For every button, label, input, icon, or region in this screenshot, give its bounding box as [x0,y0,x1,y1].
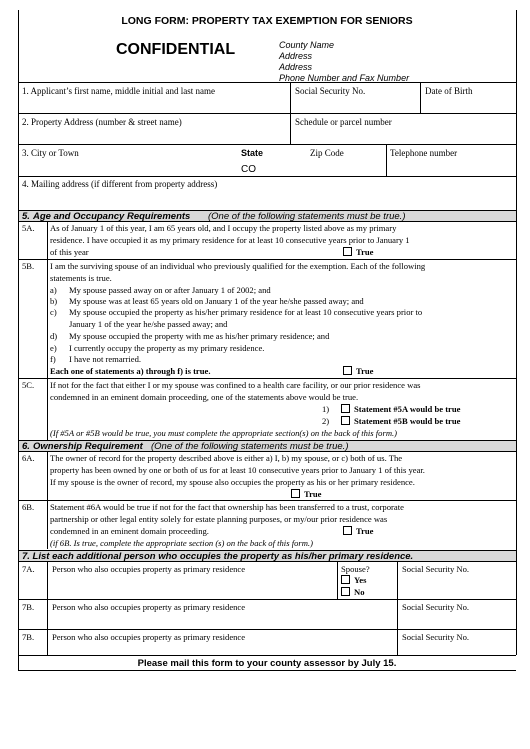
item-5b-b-text: My spouse was at least 65 years old on January 1 of the year he/she passed away; and [69,296,364,306]
section-7-title: 7. List each additional person who occupies the property as his/her primary residence. [22,551,414,562]
item-5b-e-text: I currently occupy the property as my primary residence. [69,343,265,353]
section-6-title: Ownership Requirement [33,441,143,452]
checkbox-icon[interactable] [341,587,350,596]
item-5b-f-letter: f) [50,354,56,364]
section-5-header [19,210,516,222]
spouse-label: Spouse? [341,564,370,574]
section-6-header [19,440,516,452]
checkbox-icon[interactable] [341,404,350,413]
county-name: County Name [279,40,335,50]
item-6b-note: (if 6B. Is true, complete the appropriate section (s) on the back of this form.) [50,538,313,548]
item-5b-c-text: My spouse occupied the property as his/her primary residence for at least 10 consecutive years prior to [69,307,423,317]
item-7c-ssn-field[interactable]: Social Security No. [402,632,470,642]
spouse-no-checkbox[interactable]: No [341,587,365,598]
item-5b-e-letter: e) [50,343,57,353]
item-7b-id: 7B. [22,602,35,612]
item-5c-option-2-number: 2) [322,416,330,426]
item-5b-a-letter: a) [50,285,57,295]
county-phone-fax: Phone Number and Fax Number [279,73,410,83]
section-6-note: (One of the following statements must be true.) [151,441,349,452]
section-5-note: (One of the following statements must be true.) [208,211,406,222]
item-5a-id: 5A. [22,223,35,233]
confidential-heading: CONFIDENTIAL [116,41,236,58]
item-5b-c-letter: c) [50,307,57,317]
item-5b-d-text: My spouse occupied the property with me as his/her primary residence; and [69,331,330,341]
item-5c-option-1-number: 1) [322,404,330,414]
ssn-field[interactable]: Social Security No. [295,86,366,96]
section-5-title: Age and Occupancy Requirements [33,211,191,222]
spouse-yes-checkbox[interactable]: Yes [341,575,366,586]
item-7a-ssn-field[interactable]: Social Security No. [402,564,470,574]
item-5b-d-letter: d) [50,331,58,341]
item-5b-c-cont: January 1 of the year he/she passed away; and [69,319,228,329]
item-7a-person-field[interactable]: Person who also occupies property as primary residence [52,564,246,574]
item-5c-line-1: If not for the fact that either I or my spouse was confined to a health care facility, or our prior residence was [50,380,421,390]
checkbox-icon[interactable] [341,575,350,584]
item-5c-id: 5C. [22,380,35,390]
item-6b-line-3: condemned in an eminent domain proceeding. [50,526,209,536]
item-7a-id: 7A. [22,564,35,574]
item-5b-f-text: I have not remarried. [69,354,142,364]
item-5b-line-2: statements is true. [50,273,112,283]
property-address-field[interactable]: 2. Property Address (number & street name) [22,117,182,127]
item-7b-ssn-field[interactable]: Social Security No. [402,602,470,612]
item-5b-true-checkbox[interactable]: True [343,366,374,377]
mail-instruction-footer: Please mail this form to your county assessor by July 15. [137,658,397,669]
checkbox-icon[interactable] [343,526,352,535]
county-address-2: Address [279,62,313,72]
item-5a-line-3: of this year [50,247,89,257]
item-6b-true-checkbox[interactable]: True [343,526,374,537]
item-7c-id: 7B. [22,632,35,642]
item-7b-person-field[interactable]: Person who also occupies property as primary residence [52,602,246,612]
checkbox-icon[interactable] [343,247,352,256]
item-6a-id: 6A. [22,453,35,463]
section-7-header [19,550,516,562]
telephone-field[interactable]: Telephone number [390,148,458,158]
item-7c-person-field[interactable]: Person who also occupies property as primary residence [52,632,246,642]
item-6a-line-1: The owner of record for the property described above is either a) I, b) my spouse, or c) both of us. The [50,453,403,463]
date-of-birth-field[interactable]: Date of Birth [425,86,473,96]
item-5a-true-checkbox[interactable]: True [343,247,374,258]
item-5b-summary: Each one of statements a) through f) is true. [50,366,211,376]
county-address-1: Address [279,51,313,61]
checkbox-icon[interactable] [291,489,300,498]
item-6a-true-checkbox[interactable]: True [291,489,322,500]
item-5a-line-1: As of January 1 of this year, I am 65 years old, and I occupy the property listed above as my primary [50,223,397,233]
item-5c-line-2: condemned in an eminent domain proceeding, one of the statements above would be true. [50,392,359,402]
item-5c-option-1-checkbox[interactable]: Statement #5A would be true [341,404,460,415]
item-5b-line-1: I am the surviving spouse of an individual who previously qualified for the exemption. Each of the following [50,261,426,271]
checkbox-icon[interactable] [341,416,350,425]
state-label: State [241,148,264,158]
zip-code-field[interactable]: Zip Code [310,148,344,158]
item-6b-line-1: Statement #6A would be true if not for the fact that ownership has been transferred to a trust, corporate [50,502,404,512]
item-5a-line-2: residence. I have occupied it as my primary residence for at least 10 consecutive years prior to January 1 [50,235,410,245]
item-5c-note: (If #5A or #5B would be true, you must complete the appropriate section(s) on the back of this form.) [50,428,398,438]
section-6-number: 6. [22,441,30,452]
form-title: LONG FORM: PROPERTY TAX EXEMPTION FOR SENIORS [121,15,413,27]
item-6a-line-2: property has been owned by one or both of us for at least 10 consecutive years prior to January 1 of this year. [50,465,425,475]
item-5b-a-text: My spouse passed away on or after January 1 of 2002; and [69,285,271,295]
section-5-number: 5. [22,211,30,222]
parcel-number-field[interactable]: Schedule or parcel number [295,117,392,127]
item-5b-id: 5B. [22,261,35,271]
state-value[interactable]: CO [241,164,256,175]
mailing-address-field[interactable]: 4. Mailing address (if different from property address) [22,179,218,189]
item-6b-line-2: partnership or other legal entity solely for estate planning purposes, or my/our prior residence was [50,514,388,524]
applicant-name-field[interactable]: 1. Applicant’s first name, middle initial and last name [22,86,215,96]
item-6a-line-3: If my spouse is the owner of record, my spouse also occupies the property as his or her primary residence. [50,477,415,487]
item-5b-b-letter: b) [50,296,58,306]
item-5c-option-2-checkbox[interactable]: Statement #5B would be true [341,416,460,427]
checkbox-icon[interactable] [343,366,352,375]
city-field[interactable]: 3. City or Town [22,148,79,158]
item-6b-id: 6B. [22,502,35,512]
